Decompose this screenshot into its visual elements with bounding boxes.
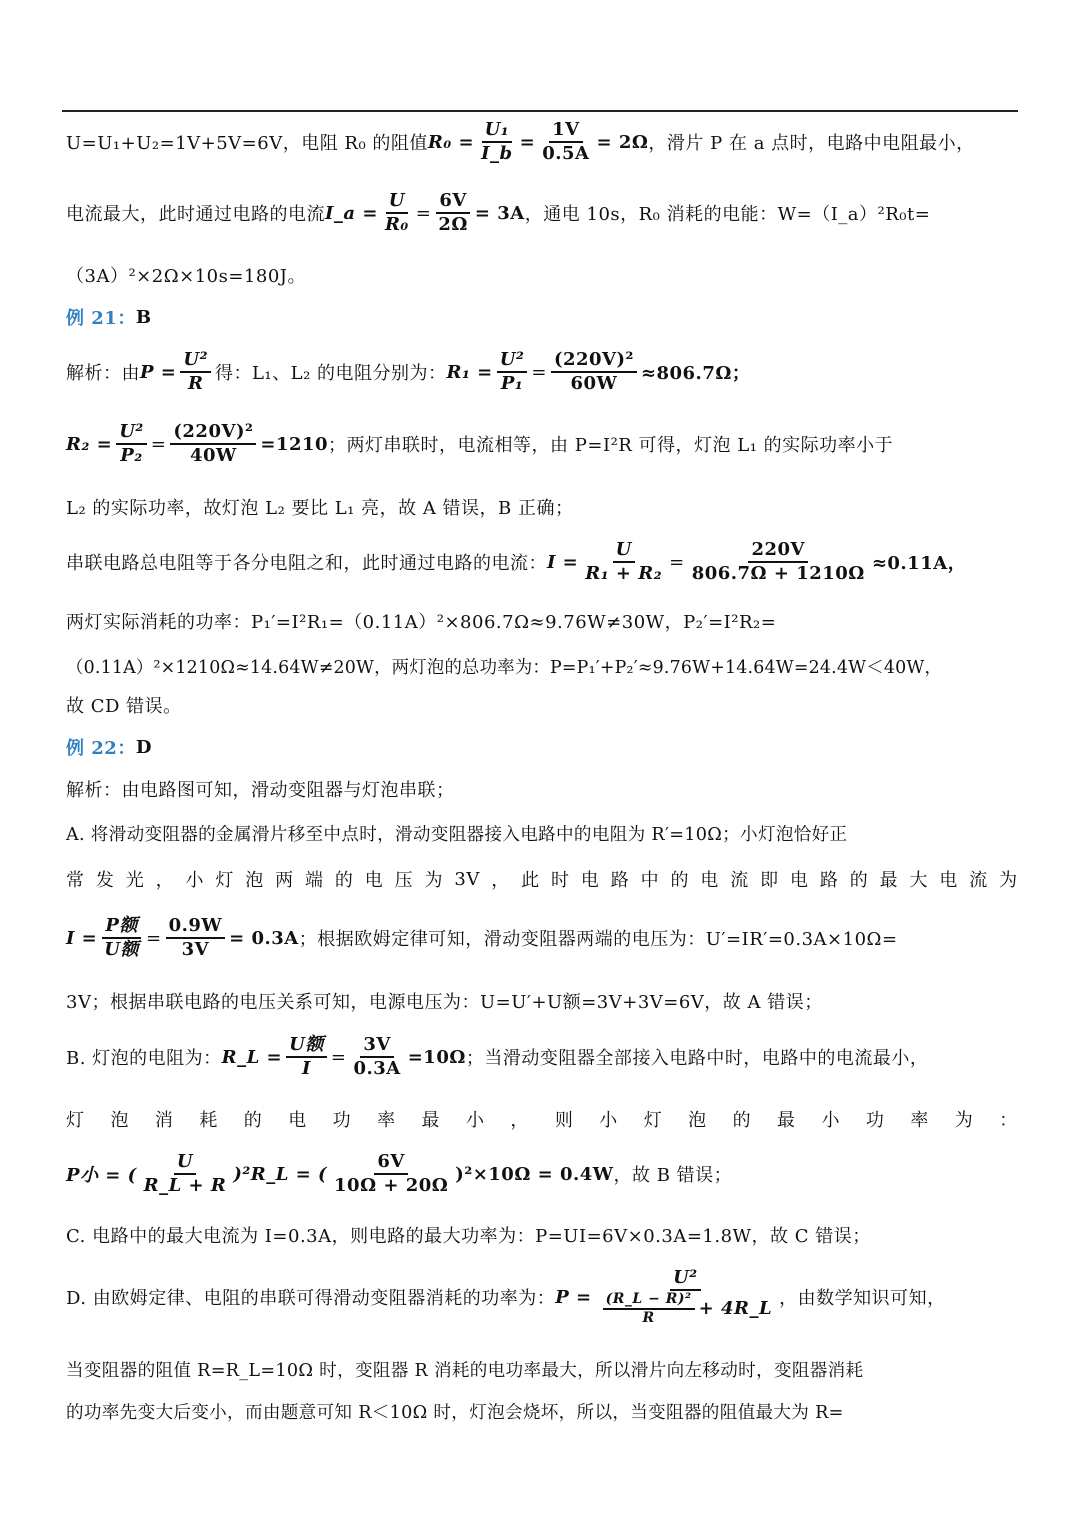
- equals-sign: =: [330, 1046, 347, 1068]
- fraction-power-formula: U² $\frac{\text{(R\_L − R)²}}{R}$ + 4R_L: [596, 1267, 775, 1326]
- line-1: [66, 119, 1018, 164]
- line-8: [66, 537, 1018, 587]
- line-5-lhs2: R₁ =: [446, 361, 493, 383]
- line-16-suffix: ；根据欧姆定律可知，滑动变阻器两端的电压为：U′=IR′=0.3A×10Ω=: [298, 929, 898, 950]
- line-5-result: ≈806.7Ω；: [640, 363, 751, 384]
- line-1-result: = 2Ω: [596, 131, 649, 153]
- fraction-3v-03a: $\frac{3V}{0.3A}$: [353, 1034, 401, 1079]
- line-5-lhs: P =: [140, 361, 177, 383]
- line-16-lhs: I =: [66, 927, 98, 949]
- equals-sign: =: [145, 927, 162, 949]
- line-20-result: )²×10Ω = 0.4W: [455, 1163, 614, 1185]
- line-22-prefix: D. 由欧姆定律、电阻的串联可得滑动变阻器消耗的功率为：: [66, 1288, 556, 1309]
- example-21-label: 例 21：: [66, 308, 136, 329]
- equals-sign: =: [150, 433, 167, 455]
- line-6-suffix: ；两灯串联时，电流相等，由 P=I²R 可得，灯泡 L₁ 的实际功率小于: [328, 435, 894, 456]
- example-22-answer: D: [135, 736, 152, 758]
- line-6-lhs: R₂ =: [66, 433, 113, 455]
- line-20-suffix: ，故 B 错误；: [613, 1165, 733, 1186]
- fraction-1v-05a: $\frac{1V}{0.5A}$: [542, 119, 590, 164]
- line-2-result: = 3A: [474, 202, 525, 224]
- line-18-suffix: ；当滑动变阻器全部接入电路中时，电路中的电流最小，: [465, 1048, 929, 1069]
- line-16: [66, 912, 1018, 964]
- example-21-answer: B: [135, 306, 152, 328]
- top-rule: [62, 110, 1018, 112]
- line-1-lhs: R₀ =: [427, 131, 475, 153]
- fraction-220v2-60w: $\frac{\text{(220V)²}}{60W}$: [551, 349, 637, 394]
- line-8-lhs: I =: [547, 551, 579, 573]
- fraction-u2-r: $\frac{\text{U²}}{R}$: [180, 349, 211, 394]
- line-18-result: =10Ω: [407, 1046, 466, 1068]
- fraction-u2-p2: $\frac{\text{U²}}{\text{P₂}}$: [116, 421, 147, 466]
- fraction-6v-2ohm: $\frac{6V}{2\Omega}$: [438, 190, 468, 235]
- line-1-prefix: U=U₁+U₂=1V+5V=6V，电阻 R₀ 的阻值: [66, 133, 428, 154]
- line-19: 灯 泡 消 耗 的 电 功 率 最 小 ， 则 小 灯 泡 的 最 小 功 率 为 ：: [66, 1110, 1018, 1131]
- equals-sign: =: [669, 551, 685, 573]
- line-18: [66, 1032, 1018, 1082]
- line-9: 两灯实际消耗的功率：P₁′=I²R₁=（0.11A）²×806.7Ω≈9.76W≠30W，P₂′=I²R₂=: [66, 612, 777, 633]
- line-24: 的功率先变大后变小，而由题意可知 R＜10Ω 时，灯泡会烧坏，所以，当变阻器的阻值最大为 R=: [66, 1402, 844, 1423]
- line-18-lhs: R_L =: [221, 1046, 283, 1068]
- line-22: [66, 1262, 1018, 1332]
- fraction-u-r1r2: $\frac{U}{\text{R₁ + R₂}}$: [585, 539, 663, 584]
- line-8-result: ≈0.11A，: [871, 553, 967, 574]
- fraction-6v-30ohm: $\frac{6V}{10\Omega + 20\Omega}$: [334, 1151, 449, 1196]
- example-21-heading: [66, 304, 1018, 330]
- line-18-prefix: B. 灯泡的电阻为：: [66, 1048, 222, 1069]
- line-2-lhs: I_a =: [325, 202, 378, 224]
- fraction-urated-i: $\frac{\text{U额}}{I}$: [286, 1034, 327, 1079]
- line-5: [66, 348, 1018, 396]
- fraction-220v2-40w: $\frac{\text{(220V)²}}{40W}$: [170, 421, 256, 466]
- line-6: [66, 420, 1018, 468]
- line-7: L₂ 的实际功率，故灯泡 L₂ 要比 L₁ 亮，故 A 错误，B 正确；: [66, 498, 574, 519]
- line-17: 3V；根据串联电路的电压关系可知，电源电压为：U=U′+U额=3V+3V=6V，故 A 错误；: [66, 992, 823, 1013]
- equals-sign: =: [415, 202, 432, 224]
- line-20-lhs: P小 = (: [66, 1165, 137, 1186]
- line-1-suffix: ，滑片 P 在 a 点时，电路中电阻最小，: [648, 133, 975, 154]
- example-22-heading: [66, 734, 1018, 760]
- equals-sign: =: [531, 361, 547, 383]
- line-21: C. 电路中的最大电流为 I=0.3A，则电路的最大功率为：P=UI=6V×0.3A=1.8W，故 C 错误；: [66, 1226, 871, 1247]
- line-2-prefix: 电流最大，此时通过电路的电流: [66, 204, 325, 225]
- line-2-suffix: ，通电 10s，R₀ 消耗的电能：W=（I_a）²R₀t=: [524, 204, 931, 225]
- line-22-suffix: ，由数学知识可知，: [779, 1288, 946, 1309]
- line-5-prefix: 解析：由: [66, 363, 140, 384]
- fraction-u-r0: $\frac{U}{\text{R₀}}$: [384, 190, 409, 235]
- line-13: 解析：由电路图可知，滑动变阻器与灯泡串联；: [66, 780, 455, 801]
- line-11: 故 CD 错误。: [66, 696, 182, 717]
- line-23: 当变阻器的阻值 R=R_L=10Ω 时，变阻器 R 消耗的电功率最大，所以滑片向左移动时，变阻器消耗: [66, 1360, 864, 1381]
- fraction-09w-3v: $\frac{0.9W}{3V}$: [166, 915, 226, 960]
- equals-sign: =: [519, 131, 536, 153]
- line-16-result: = 0.3A: [229, 927, 299, 949]
- line-22-lhs: P =: [555, 1286, 592, 1308]
- fraction-u2-p1: $\frac{\text{U²}}{\text{P₁}}$: [497, 349, 528, 394]
- line-14: A. 将滑动变阻器的金属滑片移至中点时，滑动变阻器接入电路中的电阻为 R′=10Ω；小灯泡恰好正: [66, 824, 848, 845]
- fraction-u1-ib: $\frac{\text{U₁}}{I\_b}$: [481, 119, 513, 164]
- fraction-220v-sum: $\frac{220V}{806.7\Omega + 1210\Omega}$: [691, 539, 865, 584]
- line-6-result: =1210: [260, 433, 329, 455]
- line-15: 常 发 光 ， 小 灯 泡 两 端 的 电 压 为 3V ， 此 时 电 路 中 的 电 流 即 电 路 的 最 大 电 流 为: [66, 868, 1018, 891]
- line-8-prefix: 串联电路总电阻等于各分电阻之和，此时通过电路的电流：: [66, 553, 547, 574]
- line-10: （0.11A）²×1210Ω≈14.64W≠20W，两灯泡的总功率为：P=P₁′+P₂′≈9.76W+14.64W=24.4W＜40W，: [66, 657, 943, 678]
- line-5-mid: 得：L₁、L₂ 的电阻分别为：: [214, 363, 447, 384]
- line-20-mid: )²R_L = (: [233, 1163, 328, 1185]
- line-2: [66, 192, 1018, 234]
- line-20: [66, 1148, 1018, 1200]
- line-3: （3A）²×2Ω×10s=180J。: [66, 266, 307, 287]
- fraction-prated-urated: $\frac{\text{P额}}{\text{U额}}$: [104, 915, 139, 960]
- example-22-label: 例 22：: [66, 738, 136, 759]
- fraction-u-rl-r: $\frac{U}{R\_L + R}$: [143, 1151, 227, 1196]
